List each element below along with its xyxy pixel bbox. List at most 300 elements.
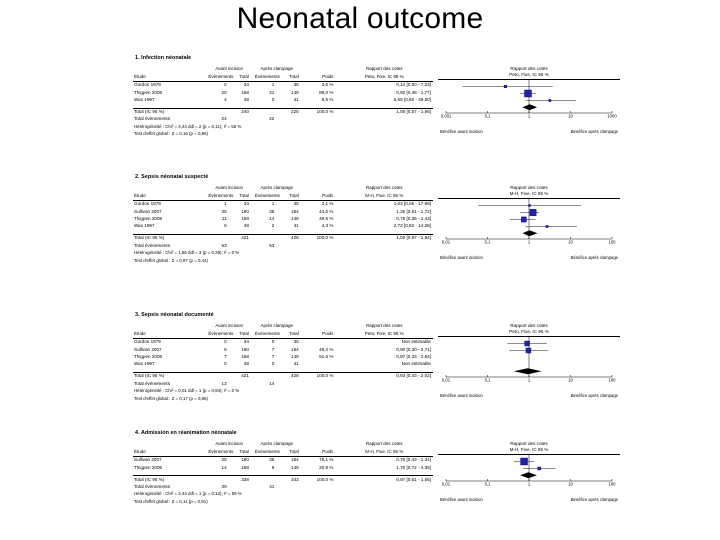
heterogeneity-text: Hétérogénéité : Chi² = 0,01 ddl = 1 (p = 0,94); I² = 0 % [134,388,240,394]
total-weight: 100,0 % [303,108,337,116]
forest-panel [133,55,620,138]
group-header-row [133,323,433,330]
total-row [133,476,433,484]
forest-panel [133,312,620,403]
table-row [133,208,433,215]
weight [303,361,337,368]
odds-ratio: Non estimable [401,339,431,345]
spacer-cell [303,323,337,330]
plot-title [438,66,620,79]
svg-text:100: 100 [608,240,616,246]
group-after-label: Après clampage [260,441,294,447]
odds-ratio: 0,14 [0,00 - 7,23] [396,82,431,88]
plot-title-line1: Rapport des cotes [510,441,548,446]
spacer-cell [303,66,337,73]
weight: 51,6 % [319,353,334,359]
events-after: 1 [271,82,275,88]
svg-text:0,1: 0,1 [484,114,491,120]
table-row [133,89,433,96]
spacer-cell [336,380,433,387]
col-study: Étude [133,330,207,338]
svg-text:10: 10 [568,482,573,488]
spacer-cell [254,235,278,243]
spacer-cell [133,66,207,73]
events-after: 0 [271,339,275,345]
col-events-before: Évènements [207,73,230,81]
or-header-line1: Rapport des cotes [365,441,403,447]
col-events-before: Évènements [207,192,230,200]
axis-footer-right: Bénéfice après clampage [570,496,618,502]
forest-panel [133,174,620,265]
forest-plot [438,323,620,398]
column-header-row [133,448,433,456]
weight: 3,5 % [321,82,334,88]
overall-effect-text: Test d'effet global : Z = 0,17 (p = 0,86) [134,395,208,401]
study-table [133,441,433,506]
weight: 48,4 % [319,346,334,352]
col-weight: Poids [303,448,337,456]
or-header-line1: Rapport des cotes [365,185,403,191]
study-name: Thigpen 2006 [134,215,163,221]
total-before-sum: 421 [231,373,254,381]
plot-title-line2: M-H, Fixe, IC 95 % [509,447,549,453]
total-after: 41 [293,361,299,367]
svg-text:1: 1 [527,482,531,488]
events-before: 20 [221,89,227,95]
events-after: 7 [271,353,275,359]
overall-effect-text: Test d'effet global : Z = 0,11 (p = 0,91) [134,498,208,504]
events-before: 0 [224,339,227,345]
spacer-cell [254,108,278,116]
group-before-label: Avant incision [215,441,243,447]
table-row [133,464,433,471]
col-events-after: Évènements [254,330,278,338]
panel-heading: 3. Sepsis néonatal documenté [135,312,214,318]
spacer-cell [254,476,278,484]
spacer-cell [303,242,337,249]
or-header-line2: M-H, Fixe, IC 95 % [336,192,433,200]
events-before: 4 [224,96,227,102]
panel-body [133,323,620,403]
or-header-line1: Rapport des cotes [365,323,403,329]
spacer-cell [336,116,433,123]
total-row [133,235,433,243]
spacer-cell [207,476,230,484]
odds-ratio: 0,97 [0,33 - 2,84] [396,353,431,359]
total-after: 149 [291,89,299,95]
weight [303,338,337,346]
forest-panel [133,430,620,506]
total-events-label: Total évènements [134,484,171,490]
col-events-after: Évènements [254,73,278,81]
col-total-before: Total [231,73,254,81]
events-after: 35 [269,457,275,463]
overall-effect-row [133,395,433,402]
total-after: 35 [293,201,299,207]
col-events-after: Évènements [254,448,278,456]
total-before: 48 [243,361,249,367]
plot-title [438,323,620,336]
svg-text:100: 100 [608,482,616,488]
svg-text:0,1: 0,1 [484,240,491,246]
plot-title-line1: Rapport des cotes [510,66,548,71]
weight: 8,5 % [321,96,334,102]
total-odds-ratio: 0,93 [0,43 - 2,02] [336,373,433,381]
weight: 2,1 % [321,201,334,207]
spacer-cell [278,116,302,123]
study-name: Gordon 1979 [134,201,161,207]
svg-text:1: 1 [527,114,531,120]
axis-footer-right: Bénéfice après clampage [570,128,618,134]
table-row [133,200,433,208]
heterogeneity-text: Hétérogénéité : Chi² = 2,44 ddl = 1 (p = 0,12); I² = 59 % [134,491,242,497]
col-weight: Poids [303,73,337,81]
total-odds-ratio: 1,05 [0,57 - 1,95] [336,108,433,116]
events-before: 0 [224,361,227,367]
events-before: 14 [221,464,227,470]
weight: 20,9 % [319,464,334,470]
total-before: 34 [243,339,249,345]
events-after: 0 [271,96,275,102]
or-header-line2: M-H, Fixe, IC 95 % [336,448,433,456]
total-events-label: Total évènements [134,242,171,248]
col-total-before: Total [231,330,254,338]
col-study: Étude [133,192,207,200]
odds-ratio: 0,75 [0,35 - 1,43] [396,215,431,221]
total-after: 184 [291,208,299,214]
forest-plot [438,441,620,502]
overall-effect-row [133,257,433,264]
total-after: 184 [291,346,299,352]
svg-text:10: 10 [568,114,573,120]
total-events-label: Total évènements [134,380,171,386]
plot-canvas [438,337,620,392]
table-row [133,361,433,368]
events-after: 7 [271,346,275,352]
odds-ratio: 0,90 [0,30 - 2,71] [396,346,431,352]
plot-title-line2: M-H, Fixe, IC 95 % [509,191,549,197]
axis-footer [438,129,620,134]
total-events-row [133,484,433,491]
spacer-cell [231,242,254,249]
spacer-cell [278,242,302,249]
total-after-sum: 428 [278,235,302,243]
odds-ratio: 1,25 [0,61 - 1,72] [396,208,431,214]
plot-canvas [438,199,620,254]
col-study: Étude [133,448,207,456]
heterogeneity-text: Hétérogénéité : Chi² = 4,44 ddl = 2 (p = 0,11); I² = 55 % [134,123,242,129]
total-label: Total (IC 95 %) [133,235,207,243]
overall-effect-text: Test d'effet global : Z = 0,16 (p = 0,86) [134,131,208,137]
odds-ratio: Non estimable [401,361,431,367]
or-header-line2: Peto, Fixe, IC 95 % [336,330,433,338]
overall-effect-row [133,131,433,138]
heterogeneity-row [133,250,433,257]
total-events-before: 24 [221,116,227,122]
total-before-sum: 421 [231,235,254,243]
svg-text:10: 10 [568,378,573,384]
events-before: 11 [221,215,227,221]
total-after: 41 [293,96,299,102]
study-name: Thigpen 2006 [134,353,163,359]
total-events-after: 53 [269,242,275,248]
svg-text:0,01: 0,01 [441,482,451,488]
total-events-row [133,116,433,123]
axis-footer-left: Bénéfice avant incision [440,392,483,398]
weight: 4,3 % [321,223,334,229]
spacer-cell [133,185,207,192]
axis-footer [438,497,620,502]
events-before: 0 [224,82,227,88]
total-row [133,373,433,381]
spacer-cell [303,380,337,387]
table-row [133,456,433,464]
axis-footer [438,255,620,260]
study-name: Sullivan 2007 [134,457,162,463]
forest-plot [438,185,620,260]
table-row [133,81,433,89]
panel-body [133,185,620,265]
total-before: 34 [243,82,249,88]
col-total-before: Total [231,192,254,200]
study-name: Wax 1997 [134,223,155,229]
forest-plot [438,66,620,134]
odds-ratio: 0,92 [0,48 - 1,77] [396,89,431,95]
col-events-before: Évènements [207,448,230,456]
total-after: 184 [291,457,299,463]
overall-effect-text: Test d'effet global : Z = 0,87 (p = 0,44) [134,257,208,263]
panel-heading: 2. Sepsis néonatal suspecté [135,174,209,180]
column-header-row [133,330,433,338]
col-total-after: Total [278,73,302,81]
study-table [133,185,433,265]
study-name: Sullivan 2007 [134,208,162,214]
col-total-after: Total [278,448,302,456]
odds-ratio: 0,76 [0,43 - 1,34] [396,457,431,463]
spacer-cell [278,380,302,387]
total-before: 158 [241,215,249,221]
total-before: 180 [241,346,249,352]
events-after: 0 [271,361,275,367]
spacer-cell [303,185,337,192]
group-header-row [133,185,433,192]
study-name: Gordon 1979 [134,339,161,345]
total-weight: 100,0 % [303,476,337,484]
col-total-after: Total [278,192,302,200]
column-header-row [133,192,433,200]
svg-text:0,01: 0,01 [441,240,451,246]
page-title: Neonatal outcome [236,2,484,35]
group-before-label: Avant incision [215,66,243,72]
or-header-line2: Peto, Fixe, IC 95 % [336,73,433,81]
total-before: 158 [241,353,249,359]
events-before: 6 [224,346,227,352]
plot-canvas [438,80,620,128]
heterogeneity-text: Hétérogénéité : Chi² = 1,86 ddl = 3 (p = 0,39); I² = 0 % [134,250,240,256]
axis-footer-left: Bénéfice avant incision [440,496,483,502]
total-events-row [133,242,433,249]
table-row [133,354,433,361]
total-row [133,108,433,116]
panel-heading: 1. Infection néonatale [135,55,192,61]
total-after: 149 [291,353,299,359]
weight: 79,1 % [319,457,334,463]
spacer-cell [336,484,433,491]
group-after-label: Après clampage [260,185,294,191]
svg-text:1: 1 [527,378,531,384]
total-after-sum: 225 [278,108,302,116]
spacer-cell [303,441,337,448]
spacer-cell [231,380,254,387]
svg-text:100: 100 [608,378,616,384]
or-header-line1: Rapport des cotes [365,66,403,72]
total-after-sum: 343 [278,476,302,484]
plot-title-line1: Rapport des cotes [510,185,548,190]
total-before: 158 [241,89,249,95]
heterogeneity-row [133,491,433,498]
total-events-label: Total évènements [134,116,171,122]
group-before-label: Avant incision [215,323,243,329]
spacer-cell [231,484,254,491]
col-weight: Poids [303,330,337,338]
total-after: 149 [291,215,299,221]
spacer-cell [207,108,230,116]
total-events-before: 13 [221,380,227,386]
total-events-row [133,380,433,387]
group-header-row [133,66,433,73]
events-after: 2 [271,223,275,229]
total-before-sum: 338 [231,476,254,484]
spacer-cell [303,484,337,491]
total-events-before: 39 [221,484,227,490]
axis-footer-left: Bénéfice avant incision [440,128,483,134]
total-label: Total (IC 95 %) [133,108,207,116]
total-before: 48 [243,96,249,102]
events-after: 14 [269,215,275,221]
spacer-cell [207,235,230,243]
events-after: 21 [269,89,275,95]
events-before: 7 [224,353,227,359]
study-name: Gordon 1979 [134,82,161,88]
svg-text:1: 1 [527,240,531,246]
panel-body [133,66,620,138]
plot-title [438,441,620,454]
spacer-cell [336,242,433,249]
svg-text:0,01: 0,01 [441,378,451,384]
group-after-label: Après clampage [260,323,294,329]
heterogeneity-row [133,123,433,130]
group-before-label: Avant incision [215,185,243,191]
weight: 49,5 % [319,215,334,221]
total-after: 35 [293,339,299,345]
svg-text:1000: 1000 [607,114,617,120]
spacer-cell [133,441,207,448]
total-events-after: 22 [269,116,275,122]
spacer-cell [303,116,337,123]
total-before: 48 [243,223,249,229]
col-events-after: Évènements [254,192,278,200]
events-before: 6 [224,223,227,229]
total-before: 180 [241,457,249,463]
events-before: 1 [224,201,227,207]
table-row [133,346,433,353]
axis-footer [438,393,620,398]
spacer-cell [133,323,207,330]
total-before: 34 [243,201,249,207]
study-name: Thigpen 2006 [134,89,163,95]
column-header-row [133,73,433,81]
spacer-cell [231,116,254,123]
total-odds-ratio: 0,97 [0,61 - 1,55] [336,476,433,484]
total-after: 35 [293,82,299,88]
odds-ratio: 1,03 [0,06 - 17,99] [393,201,431,207]
group-after-label: Après clampage [260,66,294,72]
group-header-row [133,441,433,448]
study-name: Sullivan 2007 [134,346,162,352]
events-before: 35 [221,208,227,214]
total-odds-ratio: 1,02 [0,97 - 1,94] [336,235,433,243]
spacer-cell [207,373,230,381]
table-row [133,338,433,346]
plot-title-line1: Rapport des cotes [510,323,548,328]
col-total-before: Total [231,448,254,456]
total-after: 149 [291,464,299,470]
heterogeneity-row [133,388,433,395]
spacer-cell [254,373,278,381]
table-row [133,216,433,223]
study-name: Thigpen 2006 [134,464,163,470]
odds-ratio: 2,72 [0,82 - 14,28] [393,223,431,229]
study-name: Wax 1997 [134,361,155,367]
svg-text:0,1: 0,1 [484,482,491,488]
total-before: 158 [241,464,249,470]
col-events-before: Évènements [207,330,230,338]
plot-title-line2: Peto, Fixe, IC 95 % [509,72,549,78]
total-events-after: 41 [269,484,275,490]
total-before: 180 [241,208,249,214]
panel-heading: 4. Admission en réanimation néonatale [135,430,237,436]
plot-title [438,185,620,198]
total-label: Total (IC 95 %) [133,476,207,484]
plot-title-line2: Peto, Fixe, IC 95 % [509,329,549,335]
events-before: 25 [221,457,227,463]
total-after-sum: 428 [278,373,302,381]
axis-footer-left: Bénéfice avant incision [440,254,483,260]
col-study: Étude [133,73,207,81]
col-weight: Poids [303,192,337,200]
overall-effect-row [133,498,433,505]
total-weight: 100,0 % [303,235,337,243]
col-total-after: Total [278,330,302,338]
events-after: 9 [271,464,275,470]
weight: 88,0 % [319,89,334,95]
total-events-after: 14 [269,380,275,386]
svg-text:10: 10 [568,240,573,246]
total-after: 41 [293,223,299,229]
table-row [133,97,433,104]
odds-ratio: 1,76 [0,72 - 4,35] [396,464,431,470]
weight: 44,0 % [319,208,334,214]
total-weight: 100,0 % [303,373,337,381]
table-row [133,223,433,230]
spacer-cell [278,484,302,491]
events-after: 35 [269,208,275,214]
study-table [133,66,433,138]
total-label: Total (IC 95 %) [133,373,207,381]
total-before-sum: 240 [231,108,254,116]
axis-footer-right: Bénéfice après clampage [570,254,618,260]
study-table [133,323,433,403]
